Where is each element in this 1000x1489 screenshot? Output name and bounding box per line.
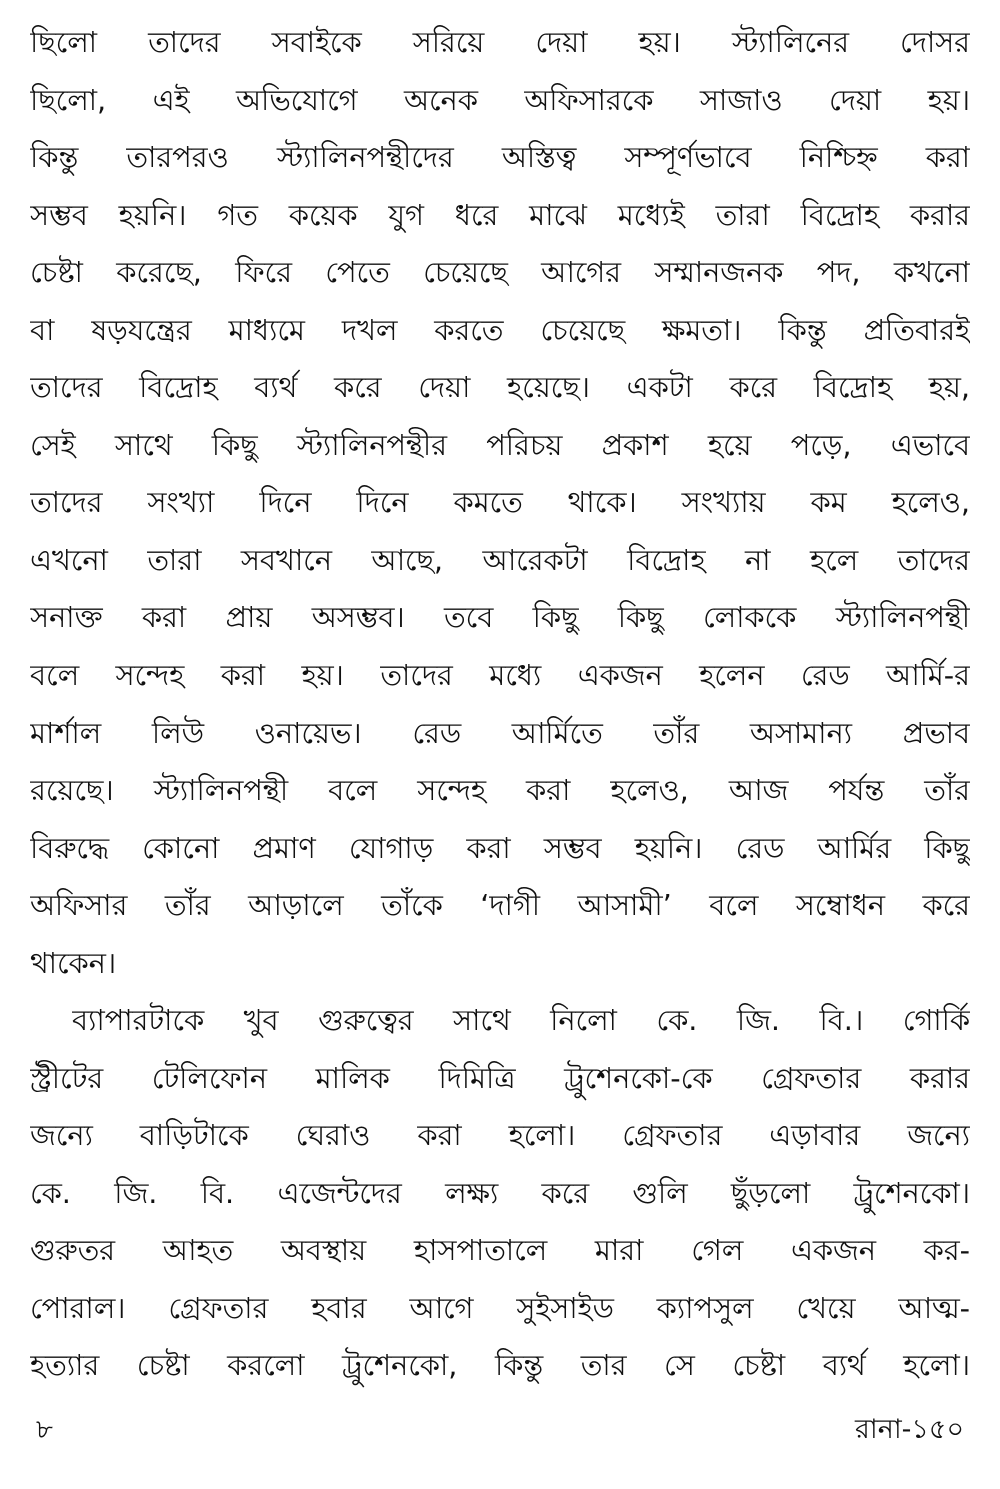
text-line: সম্ভব হয়নি। গত কয়েক যুগ ধরে মাঝে মধ্যেই তারা বিদ্রোহ করার — [30, 197, 970, 232]
text-line: ব্যাপারটাকে খুব গুরুত্বের সাথে নিলো কে. জি. বি.। গোর্কি — [72, 1003, 970, 1038]
text-line: বা ষড়যন্ত্রের মাধ্যমে দখল করতে চেয়েছে ক্ষমতা। কিন্তু প্রতিবারই — [30, 312, 970, 347]
text-line: থাকেন। — [30, 945, 117, 980]
text-line: সনাক্ত করা প্রায় অসম্ভব। তবে কিছু কিছু লোককে স্ট্যালিনপন্থী — [30, 600, 970, 635]
text-line: তাদের বিদ্রোহ ব্যর্থ করে দেয়া হয়েছে। একটা করে বিদ্রোহ হয়, — [30, 370, 970, 405]
text-line: মার্শাল লিউ ওনায়েভ। রেড আর্মিতে তাঁর অসামান্য প্রভাব — [30, 715, 970, 750]
text-line: স্ট্রীটের টেলিফোন মালিক দিমিত্রি ট্রুশেনকো-কে গ্রেফতার করার — [30, 1060, 970, 1095]
text-line: চেষ্টা করেছে, ফিরে পেতে চেয়েছে আগের সম্মানজনক পদ, কখনো — [30, 255, 970, 290]
text-line: রয়েছে। স্ট্যালিনপন্থী বলে সন্দেহ করা হলেও, আজ পর্যন্ত তাঁর — [30, 773, 970, 808]
text-line: পোরাল। গ্রেফতার হবার আগে সুইসাইড ক্যাপসুল খেয়ে আত্ম- — [30, 1290, 970, 1325]
text-line: কে. জি. বি. এজেন্টদের লক্ষ্য করে গুলি ছুঁড়লো ট্রুশেনকো। — [30, 1175, 970, 1210]
running-title: রানা-১৫০ — [855, 1414, 964, 1445]
text-line: সেই সাথে কিছু স্ট্যালিনপন্থীর পরিচয় প্রকাশ হয়ে পড়ে, এভাবে — [30, 427, 970, 462]
text-line: বিরুদ্ধে কোনো প্রমাণ যোগাড় করা সম্ভব হয়নি। রেড আর্মির কিছু — [30, 830, 970, 865]
text-line: অফিসার তাঁর আড়ালে তাঁকে ‘দাগী আসামী’ বলে সম্বোধন করে — [30, 888, 970, 923]
text-line: বলে সন্দেহ করা হয়। তাদের মধ্যে একজন হলেন রেড আর্মি-র — [30, 657, 970, 692]
text-line: ছিলো, এই অভিযোগে অনেক অফিসারকে সাজাও দেয়া হয়। — [30, 82, 970, 117]
page-footer — [0, 1410, 1000, 1450]
text-line: জন্যে বাড়িটাকে ঘেরাও করা হলো। গ্রেফতার এড়াবার জন্যে — [30, 1118, 970, 1153]
text-line: গুরুতর আহত অবস্থায় হাসপাতালে মারা গেল একজন কর- — [30, 1233, 970, 1268]
page-number: ৮ — [36, 1415, 53, 1445]
text-line: কিন্তু তারপরও স্ট্যালিনপন্থীদের অস্তিত্ব সম্পূর্ণভাবে নিশ্চিহ্ন করা — [30, 140, 970, 175]
text-line: তাদের সংখ্যা দিনে দিনে কমতে থাকে। সংখ্যায় কম হলেও, — [30, 485, 970, 520]
text-line: এখনো তারা সবখানে আছে, আরেকটা বিদ্রোহ না হলে তাদের — [30, 542, 970, 577]
text-line: হত্যার চেষ্টা করলো ট্রুশেনকো, কিন্তু তার সে চেষ্টা ব্যর্থ হলো। — [30, 1348, 970, 1383]
text-line: ছিলো তাদের সবাইকে সরিয়ে দেয়া হয়। স্ট্যালিনের দোসর — [30, 25, 970, 59]
